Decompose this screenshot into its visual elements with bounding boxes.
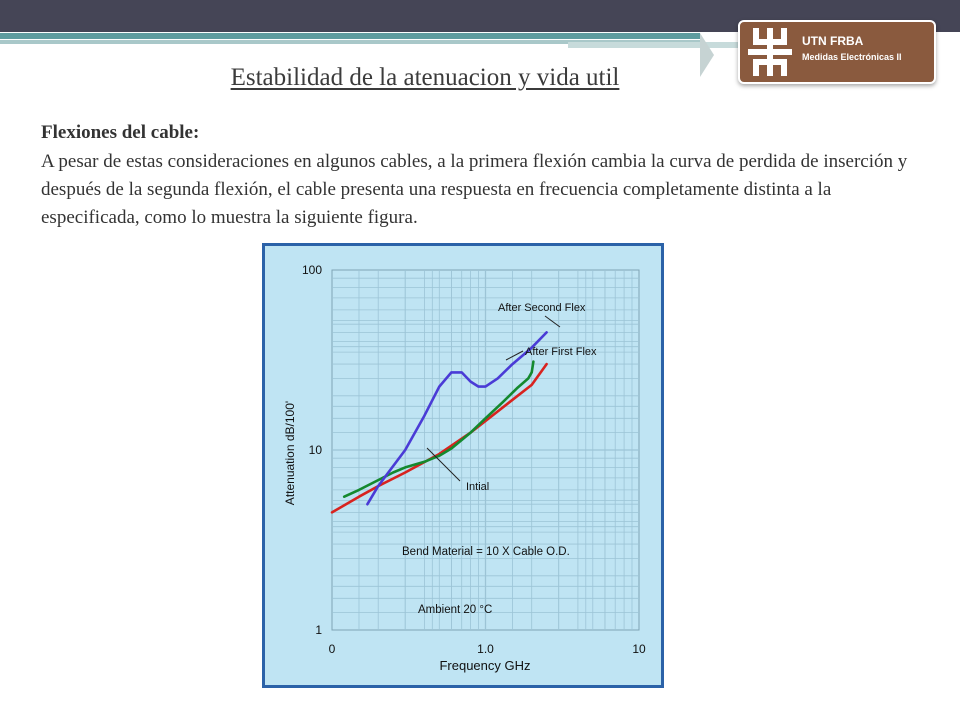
x-tick-label: 0: [328, 642, 336, 656]
x-tick-label: 10: [632, 642, 646, 656]
slide-title: Estabilidad de la atenuacion y vida util: [230, 64, 620, 91]
series-label: After First Flex: [525, 346, 597, 358]
accent-stripe: [0, 33, 700, 39]
ambient-annotation: Ambient 20 °C: [418, 604, 493, 616]
chart-grid: [332, 270, 639, 630]
x-tick-label: 1.0: [477, 642, 494, 656]
logo-name: UTN FRBA: [802, 34, 864, 48]
y-axis-label: Attenuation dB/100': [283, 400, 297, 506]
y-tick-label: 100: [301, 263, 322, 277]
attenuation-chart-figure: [262, 243, 664, 688]
logo-subtitle: Medidas Electrónicas II: [802, 52, 902, 62]
y-tick-label: 1: [315, 623, 322, 637]
section-heading: Flexiones del cable:: [41, 122, 200, 143]
x-axis-label: Frequency GHz: [439, 658, 531, 673]
series-label: Intial: [466, 481, 490, 493]
body-paragraph: A pesar de estas consideraciones en algunos cables, a la primera flexión cambia la curva de perdida de inserción y después de la segunda flexión, el cable presenta una respuesta en frecuencia completamente distinta a la especificada, como lo muestra la siguiente figura.: [41, 151, 908, 228]
bend-material-annotation: Bend Material = 10 X Cable O.D.: [402, 546, 570, 558]
y-tick-label: 10: [308, 443, 322, 457]
attenuation-chart: [262, 243, 664, 688]
series-label: After Second Flex: [498, 302, 586, 314]
